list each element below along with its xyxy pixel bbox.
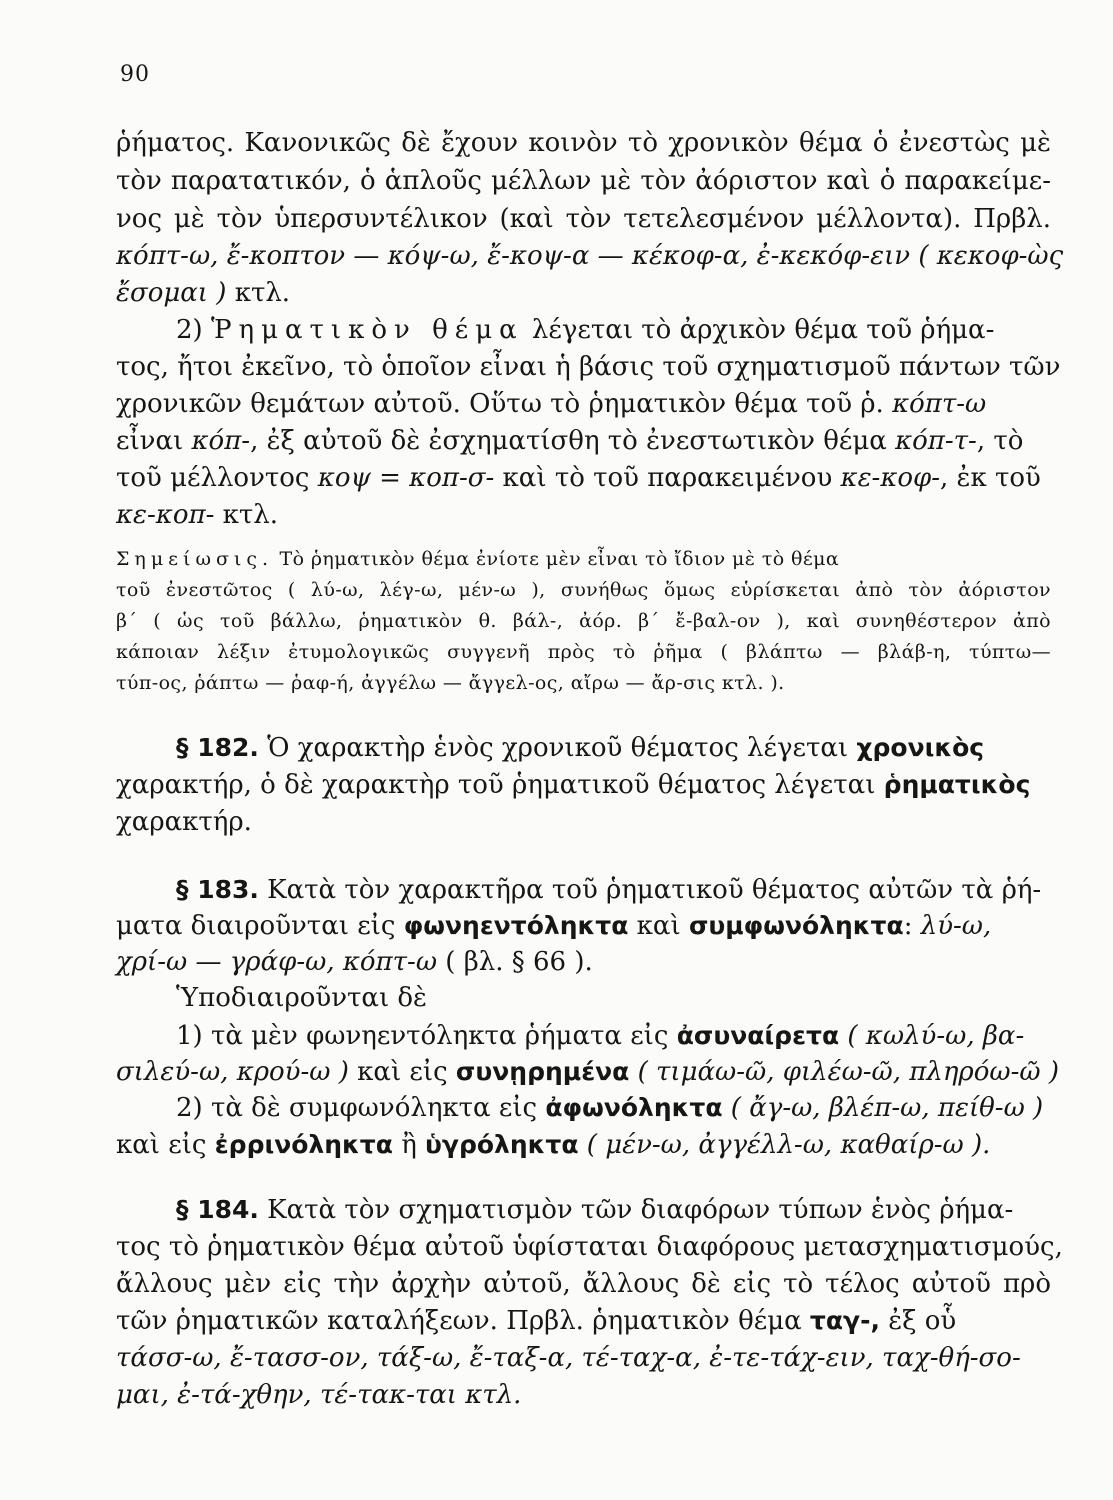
section-183-line	[176, 872, 1051, 910]
paragraph-1-line: τὸν παρατατικόν, ὁ ἁπλοῦς μέλλων μὲ τὸν ἀόριστον καὶ ὁ παρακείμε-	[116, 166, 1051, 196]
section-number: § 182.	[176, 733, 259, 762]
text: ἢ	[392, 1130, 426, 1160]
example-text: κόπ-τ-	[895, 426, 977, 456]
section-184-examples: τάσσ-ω, ἔ-τασσ-ον, τάξ-ω, ἔ-ταξ-α, τέ-ταχ-α, ἐ-τε-τάχ-ειν, ταχ-θή-σο-	[116, 1343, 1021, 1373]
text: ἐξ οὗ	[879, 1306, 957, 1336]
note-line: κάποιαν λέξιν ἐτυμολογικῶς συγγενῆ πρὸς τὸ ῥῆμα ( βλάπτω — βλάβ-η, τύπτω—	[116, 641, 1051, 663]
paragraph-1-line	[116, 275, 1051, 313]
section-183-line	[116, 1127, 1051, 1165]
section-182-line	[176, 730, 1051, 768]
example-text: κόπ-	[191, 426, 251, 456]
paragraph-1-examples: κόπτ-ω, ἔ-κοπτον — κόψ-ω, ἔ-κοψ-α — κέκοφ-α, ἐ-κεκόφ-ειν ( κεκοφ-ὼς	[116, 241, 1064, 271]
text: , τὸ	[976, 426, 1024, 456]
note-line: β΄ ( ὡς τοῦ βάλλω, ῥηματικὸν θ. βάλ-, ἀόρ. β΄ ἔ-βαλ-ον ), καὶ συνηθέστερον ἀπὸ	[116, 610, 1051, 632]
example-text: ἔσομαι )	[116, 278, 227, 308]
text: :	[903, 911, 921, 941]
section-182-line	[116, 767, 1051, 805]
text: Κατὰ τὸν σχηματισμὸν τῶν διαφόρων τύπων ἑνὸς ῥήμα-	[258, 1195, 1014, 1225]
section-184-line	[116, 1303, 1051, 1341]
example-text: κοψ = κοπ-σ-	[317, 463, 495, 493]
example-text: κόπτ-ω	[883, 389, 987, 419]
page-number: 90	[120, 62, 150, 87]
paragraph-2-line	[116, 423, 1051, 461]
section-184-line: ἄλλους μὲν εἰς τὴν ἀρχὴν αὐτοῦ, ἄλλους δὲ εἰς τὸ τέλος αὐτοῦ πρὸ	[116, 1269, 1051, 1299]
example-text: ( ἄγ-ω, βλέπ-ω, πείθ-ω )	[722, 1093, 1044, 1123]
section-182-line: χαρακτήρ.	[116, 807, 252, 837]
text: Τὸ ῥηματικὸν θέμα ἐνίοτε μὲν εἶναι τὸ ἴδιον μὲ τὸ θέμα	[273, 548, 840, 570]
text: καὶ τὸ τοῦ παρακειμένου	[494, 463, 841, 493]
example-text: χρί-ω — γράφ-ω, κόπτ-ω	[116, 947, 438, 977]
text: 1) τὰ μὲν φωνηεντόληκτα ῥήματα εἰς	[176, 1021, 677, 1051]
text: Κατὰ τὸν χαρακτῆρα τοῦ ῥηματικοῦ θέματος αὐτῶν τὰ ῥή-	[258, 875, 1042, 905]
text: τῶν ῥηματικῶν καταλήξεων. Πρβλ. ῥηματικὸν θέμα	[116, 1306, 810, 1336]
bold-term: ὑγρόληκτα	[425, 1130, 579, 1159]
text: χαρακτήρ, ὁ δὲ χαρακτὴρ τοῦ ῥηματικοῦ θέματος λέγεται	[116, 770, 884, 800]
text: τοῦ μέλλοντος	[116, 463, 318, 493]
spaced-term: Ῥηματικὸν θέμα	[210, 315, 524, 345]
paragraph-2-line	[116, 386, 1051, 424]
paragraph-2-line	[176, 312, 1051, 350]
section-184-examples: μαι, ἐ-τά-χθην, τέ-τακ-ται κτλ.	[116, 1380, 522, 1410]
section-number: § 183.	[176, 875, 259, 904]
example-text: κε-κοφ-	[840, 463, 941, 493]
example-text: ( κωλύ-ω, βα-	[839, 1021, 1025, 1051]
section-number: § 184.	[176, 1195, 259, 1224]
section-184-line: τος τὸ ῥηματικὸν θέμα αὐτοῦ ὑφίσταται διαφόρους μετασχηματισμούς,	[116, 1232, 1063, 1262]
bold-term: συμφωνόληκτα	[688, 911, 904, 940]
bold-term: συνῃρημένα	[455, 1057, 630, 1086]
text: χρονικῶν θεμάτων αὐτοῦ. Οὕτω τὸ ῥηματικὸν θέμα τοῦ ῥ.	[116, 389, 884, 419]
bold-term: φωνηεντόληκτα	[403, 911, 629, 940]
text: καὶ εἰς	[116, 1130, 215, 1160]
section-183-line	[116, 908, 1051, 946]
paragraph-1-line: νος μὲ τὸν ὑπερσυντέλικον (καὶ τὸν τετελεσμένον μέλλοντα). Πρβλ.	[116, 204, 1051, 234]
section-183-line	[116, 944, 1051, 982]
text: καὶ εἰς	[348, 1057, 456, 1087]
text: Ὁ χαρακτὴρ ἑνὸς χρονικοῦ θέματος λέγεται	[258, 733, 857, 763]
example-text: ( μέν-ω, ἀγγέλλ-ω, καθαίρ-ω ).	[578, 1130, 991, 1160]
bold-term: ἀφωνόληκτα	[545, 1093, 723, 1122]
example-text: σιλεύ-ω, κρού-ω )	[116, 1057, 349, 1087]
section-183-line	[176, 1090, 1051, 1128]
text: ματα διαιροῦνται εἰς	[116, 911, 404, 941]
bold-term: ἀσυναίρετα	[676, 1021, 840, 1050]
text: εἶναι	[116, 426, 192, 456]
text: καὶ	[628, 911, 689, 941]
note-line: τύπ-ος, ῥάπτω — ῥαφ-ή, ἀγγέλω — ἄγγελ-ος, αἴρω — ἄρ-σις κτλ. ).	[116, 672, 785, 694]
bold-term: ταγ-,	[809, 1306, 880, 1335]
section-183-line: Ὑποδιαιροῦνται δὲ	[176, 983, 428, 1013]
paragraph-1-line: ῥήματος. Κανονικῶς δὲ ἔχουν κοινὸν τὸ χρονικὸν θέμα ὁ ἐνεστὼς μὲ	[116, 128, 1051, 158]
section-183-line	[116, 1054, 1059, 1092]
text: , ἐκ τοῦ	[940, 463, 1041, 493]
list-number: 2)	[176, 315, 211, 345]
bold-term: ῥηματικὸς	[883, 770, 1031, 799]
text: 2) τὰ δὲ συμφωνόληκτα εἰς	[176, 1093, 546, 1123]
bold-term: ἐρρινόληκτα	[214, 1130, 393, 1159]
example-text: λύ-ω,	[920, 911, 992, 941]
abbreviation: κτλ.	[234, 278, 291, 308]
reference: ( βλ. § 66 ).	[437, 947, 593, 977]
text: λέγεται τὸ ἀρχικὸν θέμα τοῦ ῥήμα-	[523, 315, 995, 345]
paragraph-2-line	[116, 460, 1051, 498]
example-text: ( τιμάω-ῶ, φιλέω-ῶ, πληρόω-ῶ )	[629, 1057, 1059, 1087]
paragraph-2-line	[116, 497, 1051, 535]
note-label: Σημείωσις.	[116, 548, 274, 570]
paragraph-2-line: τος, ἤτοι ἐκεῖνο, τὸ ὁποῖον εἶναι ἡ βάσις τοῦ σχηματισμοῦ πάντων τῶν	[116, 352, 1061, 382]
section-184-line	[176, 1192, 1051, 1230]
abbreviation: κτλ.	[214, 500, 279, 530]
example-text: κε-κοπ-	[116, 500, 215, 530]
section-183-line	[176, 1018, 1051, 1056]
bold-term: χρονικὸς	[856, 733, 985, 762]
note-line: τοῦ ἐνεστῶτος ( λύ-ω, λέγ-ω, μέν-ω ), συνήθως ὅμως εὑρίσκεται ἀπὸ τὸν ἀόριστον	[116, 579, 1051, 601]
text: , ἐξ αὐτοῦ δὲ ἐσχηματίσθη τὸ ἐνεστωτικὸν θέμα	[250, 426, 896, 456]
